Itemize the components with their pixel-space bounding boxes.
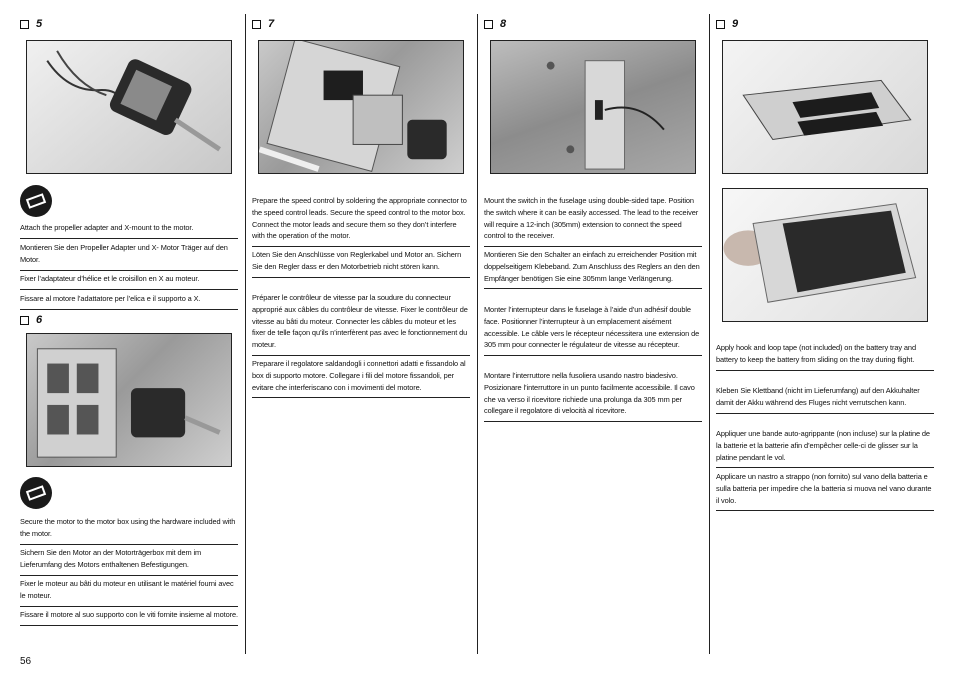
step-8-text-fr: Monter l’interrupteur dans le fuselage à l’aide d’un adhésif double face. Positionner l’interrupteur à un emplacement aisément accessible. Le câble vers le récepteur nécessitera une extension de 305 mm pour connecter le régulateur de vitesse au récepteur.	[484, 304, 702, 356]
checkbox-icon[interactable]	[252, 20, 261, 29]
switch-illustration	[491, 41, 695, 173]
step-7-heading: 7	[252, 14, 274, 34]
step-8-heading: 8	[484, 14, 506, 34]
page-number: 56	[20, 656, 32, 667]
speed-control-illustration	[259, 41, 463, 173]
step-6-text-en: Secure the motor to the motor box using the hardware included with the motor.	[20, 516, 238, 545]
checkbox-icon[interactable]	[716, 20, 725, 29]
step-5-text-it: Fissare al motore l’adattatore per l’elica e il supporto a X.	[20, 293, 238, 310]
motor-box-illustration	[27, 334, 231, 466]
step-6-photo	[26, 333, 232, 467]
step-7-text-it: Preparare il regolatore saldandogli i connettori adatti e fissandolo al box di supporto motore. Collegare i fili del motore fissandoli, per evitare che interferiscano con i movimenti del motore.	[252, 358, 470, 398]
step-5-text-de: Montieren Sie den Propeller Adapter und X- Motor Träger auf den Motor.	[20, 242, 238, 271]
tool-icon	[20, 477, 52, 509]
tool-icon	[20, 185, 52, 217]
battery-illustration	[723, 189, 927, 321]
step-8-text-en: Mount the switch in the fuselage using double-sided tape. Position the switch where it can be easily accessed. The lead to the receiver will require a 12-inch (305mm) extension to connect the speed control to the receiver.	[484, 195, 702, 247]
step-9-text-en: Apply hook and loop tape (not included) on the battery tray and battery to keep the battery from sliding on the tray during flight.	[716, 342, 934, 371]
step-5-heading: 5	[20, 14, 42, 34]
step-5-text-en: Attach the propeller adapter and X-mount to the motor.	[20, 222, 238, 239]
step-6-text-fr: Fixer le moteur au bâti du moteur en utilisant le matériel fourni avec le moteur.	[20, 578, 238, 607]
step-9-text-de: Kleben Sie Klettband (nicht im Lieferumfang) auf den Akkuhalter damit der Akku während des Fluges nicht verrutschen kann.	[716, 385, 934, 414]
checkbox-icon[interactable]	[20, 20, 29, 29]
step-7-text-en: Prepare the speed control by soldering the appropriate connector to the speed control leads. Secure the speed control to the motor box. Connect the motor leads and secure them so they don’t interfere with the operation of the motor.	[252, 195, 470, 247]
column-divider	[245, 14, 246, 654]
step-6-heading: 6	[20, 310, 42, 330]
column-divider	[477, 14, 478, 654]
step-6-text-de: Sichern Sie den Motor an der Motorträgerbox mit dem im Lieferumfang des Motors enthaltenen Befestigungen.	[20, 547, 238, 576]
step-9-text-it: Applicare un nastro a strappo (non fornito) sul vano della batteria e sulla batteria per impedire che la batteria si muova nel vano durante il volo.	[716, 471, 934, 511]
step-7-text-fr: Préparer le contrôleur de vitesse par la soudure du connecteur approprié aux câbles du contrôleur de vitesse. Fixer le contrôleur de vitesse au bâti du moteur. Connecter les câbles du moteur et les fixer de telle façon qu’ils n’interfèrent pas avec le fonctionnement du moteur.	[252, 292, 470, 356]
step-9-photo-battery	[722, 188, 928, 322]
checkbox-icon[interactable]	[484, 20, 493, 29]
column-divider	[709, 14, 710, 654]
battery-tray-illustration	[723, 41, 927, 173]
step-7-text-de: Löten Sie den Anschlüsse von Reglerkabel und Motor an. Sichern Sie den Regler dass er den Motorbetrieb nicht stören kann.	[252, 249, 470, 278]
step-8-photo	[490, 40, 696, 174]
step-7-photo	[258, 40, 464, 174]
step-9-text-fr: Appliquer une bande auto-agrippante (non incluse) sur la platine de la batterie et la batterie afin d’empêcher celle-ci de glisser sur la platine pendant le vol.	[716, 428, 934, 468]
step-9-heading: 9	[716, 14, 738, 34]
motor-illustration	[27, 41, 231, 173]
step-5-text-fr: Fixer l’adaptateur d’hélice et le croisillon en X au moteur.	[20, 273, 238, 290]
step-8-text-de: Montieren Sie den Schalter an einfach zu erreichender Position mit doppelseitigem Klebeband. Zum Anschluss des Reglers an den den Empfänger benötigen Sie eine 305mm lange Verlängerung.	[484, 249, 702, 289]
step-5-photo	[26, 40, 232, 174]
step-8-text-it: Montare l’interruttore nella fusoliera usando nastro biadesivo. Posizionare l’interruttore in un punto facilmente accessibile. Il cavo che va verso il ricevitore richiede una prolunga da 305 mm per collegare il regolatore di velocità al ricevitore.	[484, 370, 702, 422]
checkbox-icon[interactable]	[20, 316, 29, 325]
step-6-text-it: Fissare il motore al suo supporto con le viti fornite insieme al motore.	[20, 609, 238, 626]
step-9-photo-tray	[722, 40, 928, 174]
